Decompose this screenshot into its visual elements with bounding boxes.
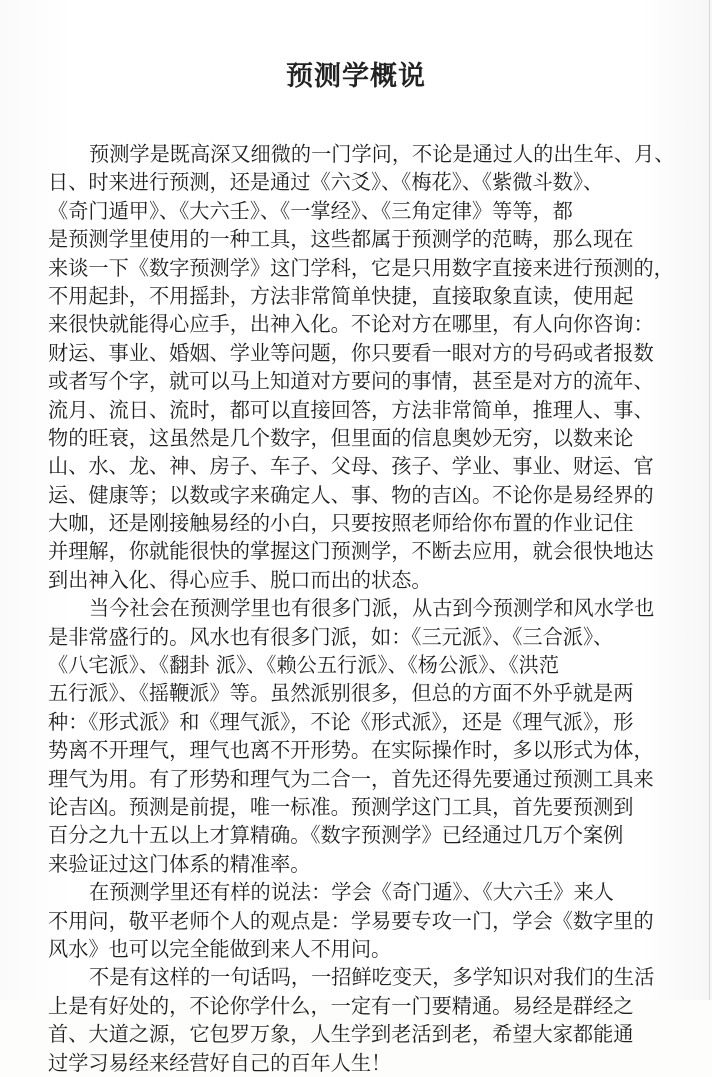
page-edge [709,0,710,1000]
text-line: 到出神入化、得心应手、脱口而出的状态。 [48,567,432,592]
text-line: 或者写个字，就可以马上知道对方要问的事情，甚至是对方的流年、 [48,369,654,394]
text-line: 不用问，敬平老师个人的观点是：学易要专攻一门，学会《数字里的 [48,908,654,933]
text-line: 是非常盛行的。风水也有很多门派，如：《三元派》、《三合派》、 [48,624,614,649]
text-line: 来验证过这门体系的精准率。 [48,851,311,876]
text-line: 并理解，你就能很快的掌握这门预测学，不断去应用，就会很快地达 [48,539,654,564]
text-line: 不用起卦，不用摇卦，方法非常简单快捷，直接取象直读，使用起 [48,283,634,308]
text-line: 上是有好处的，不论你学什么，一定有一门要精通。易经是群经之 [48,993,634,1018]
text-line: 《八宅派》、《翻卦 派》、《赖公五行派》、《杨公派》、《洪范 [48,653,560,678]
text-line: 百分之九十五以上才算精确。《数字预测学》已经通过几万个案例 [48,823,624,848]
text-line: 过学习易经来经营好自己的百年人生！ [48,1050,392,1075]
text-line: 理气为用。有了形势和理气为二合一，首先还得先要通过预测工具来 [48,766,654,791]
text-line: 首、大道之源，它包罗万象，人生学到老活到老，希望大家都能通 [48,1022,634,1047]
text-line: 论吉凶。预测是前提，唯一标准。预测学这门工具，首先要预测到 [48,794,634,819]
text-line: 山、水、龙、神、房子、车子、父母、孩子、学业、事业、财运、官 [48,454,654,479]
text-line: 五行派》、《摇鞭派》等。虽然派别很多，但总的方面不外乎就是两 [48,681,634,706]
text-line: 种：《形式派》和《理气派》，不论《形式派》，还是《理气派》，形 [48,709,634,734]
text-line: 在预测学里还有样的说法：学会《奇门遁》、《大六壬》来人 [89,880,614,905]
text-line: 日、时来进行预测，还是通过《六爻》、《梅花》、《紫微斗数》、 [48,170,604,195]
text-line: 来谈一下《数字预测学》这门学科，它是只用数字直接来进行预测的， [48,255,674,280]
text-line: 来很快就能得心应手，出神入化。不论对方在哪里，有人向你咨询： [48,312,654,337]
text-line: 预测学是既高深又细微的一门学问，不论是通过人的出生年、月、 [89,142,675,166]
paragraph-4 [48,963,658,1077]
document-body [48,140,675,1077]
text-line: 不是有这样的一句话吗，一招鲜吃变天，多学知识对我们的生活 [89,965,655,990]
document-title: 预测学概说 [286,61,426,92]
text-line: 势离不开理气，理气也离不开形势。在实际操作时，多以形式为体， [48,738,654,763]
text-line: 《奇门遁甲》、《大六壬》、《一掌经》、《三角定律》等等，都 [48,198,573,223]
paragraph-3 [48,878,658,963]
paragraph-2 [48,594,658,878]
text-line: 运、健康等；以数或字来确定人、事、物的吉凶。不论你是易经界的 [48,482,654,507]
text-line: 物的旺衰，这虽然是几个数字，但里面的信息奥妙无穷，以数来论 [48,425,634,450]
text-line: 流月、流日、流时，都可以直接回答，方法非常简单，推理人、事、 [48,397,654,422]
text-line: 是预测学里使用的一种工具，这些都属于预测学的范畴，那么现在 [48,227,634,252]
text-line: 风水》也可以完全能做到来人不用问。 [48,936,392,961]
text-line: 大咖，还是刚接触易经的小白，只要按照老师给你布置的作业记住 [48,511,634,536]
text-line: 财运、事业、婚姻、学业等问题，你只要看一眼对方的号码或者报数 [48,340,654,365]
paragraph-1 [48,140,675,594]
text-line: 当今社会在预测学里也有很多门派，从古到今预测学和风水学也 [89,596,655,621]
